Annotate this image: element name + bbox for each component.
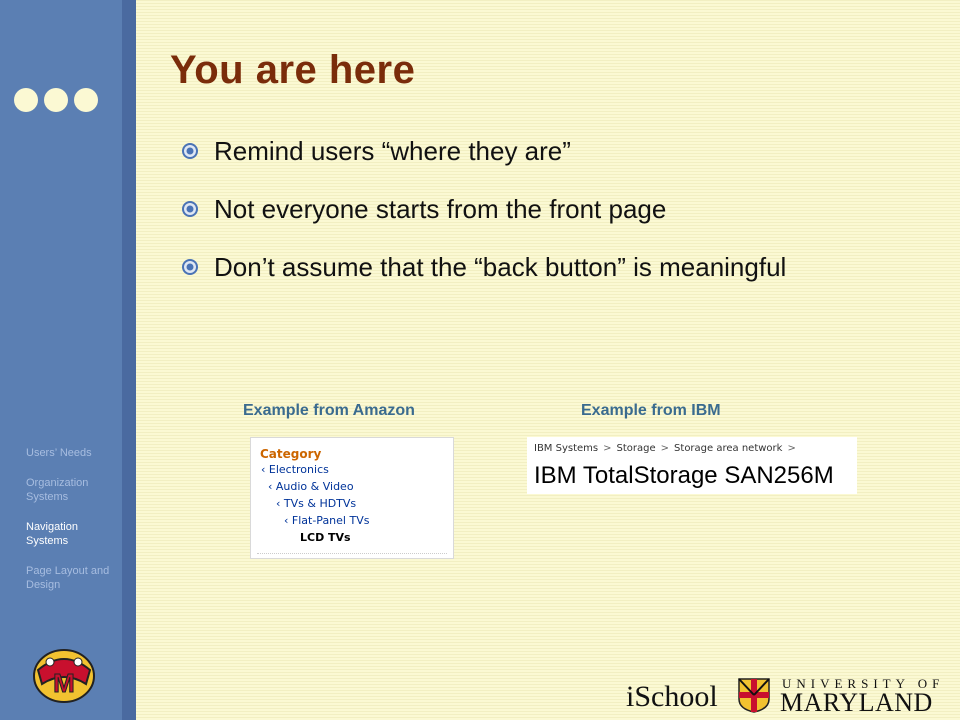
umd-wordmark-top: UNIVERSITY OF (782, 676, 945, 691)
ibm-product-title: IBM TotalStorage SAN256M (534, 462, 834, 489)
sidebar-edge (122, 0, 136, 720)
bullet-text: Don’t assume that the “back button” is meaningful (214, 251, 787, 282)
ring-bullet-icon (180, 257, 200, 277)
bullet-list (180, 122, 786, 296)
nav-item-users-needs[interactable]: Users’ Needs (26, 447, 92, 459)
divider (257, 553, 447, 554)
breadcrumb-separator: > (660, 443, 670, 454)
slide-title: You are here (170, 48, 416, 92)
amazon-category-heading: Category (260, 447, 322, 461)
amazon-crumb-link[interactable]: ‹ TVs & HDTVs (276, 497, 357, 510)
breadcrumb-separator: > (603, 443, 612, 454)
bullet-item (180, 122, 786, 180)
bullet-text: Not everyone starts from the front page (214, 193, 667, 224)
breadcrumb-separator: > (787, 443, 796, 454)
decorative-dots (14, 88, 98, 112)
bullet-text: Remind users “where they are” (214, 135, 571, 166)
ibm-caption: Example from IBM (581, 402, 721, 419)
ibm-breadcrumb (534, 443, 801, 454)
bullet-item (180, 180, 786, 238)
ibm-crumb-link[interactable]: IBM Systems (534, 443, 599, 454)
ring-bullet-icon (180, 199, 200, 219)
ischool-wordmark: iSchool (626, 680, 718, 713)
ibm-crumb-link[interactable]: Storage (616, 443, 656, 454)
amazon-caption: Example from Amazon (243, 402, 415, 419)
amazon-crumb-link[interactable]: ‹ Electronics (261, 463, 329, 476)
amazon-current-category: LCD TVs (300, 531, 351, 544)
dot-icon (74, 88, 98, 112)
ibm-crumb-link[interactable]: Storage area network (674, 443, 783, 454)
dot-icon (44, 88, 68, 112)
ring-bullet-icon (180, 141, 200, 161)
umd-wordmark-bottom: MARYLAND (780, 688, 933, 717)
amazon-crumb-link[interactable]: ‹ Audio & Video (268, 480, 354, 493)
ibm-breadcrumb-example (527, 437, 857, 494)
sidebar (0, 0, 122, 720)
nav-item-page-layout[interactable]: Page Layout and Design (26, 565, 110, 591)
sidebar-nav (26, 446, 118, 608)
svg-text:M: M (53, 668, 75, 698)
dot-icon (14, 88, 38, 112)
bullet-item (180, 238, 786, 296)
amazon-breadcrumb-example (250, 437, 454, 559)
amazon-crumb-link[interactable]: ‹ Flat-Panel TVs (284, 514, 370, 527)
nav-item-organization-systems[interactable]: Organization Systems (26, 477, 89, 503)
nav-item-navigation-systems[interactable]: Navigation Systems (26, 521, 78, 547)
terrapin-logo-icon (28, 640, 100, 708)
maryland-flag-icon (737, 677, 771, 713)
